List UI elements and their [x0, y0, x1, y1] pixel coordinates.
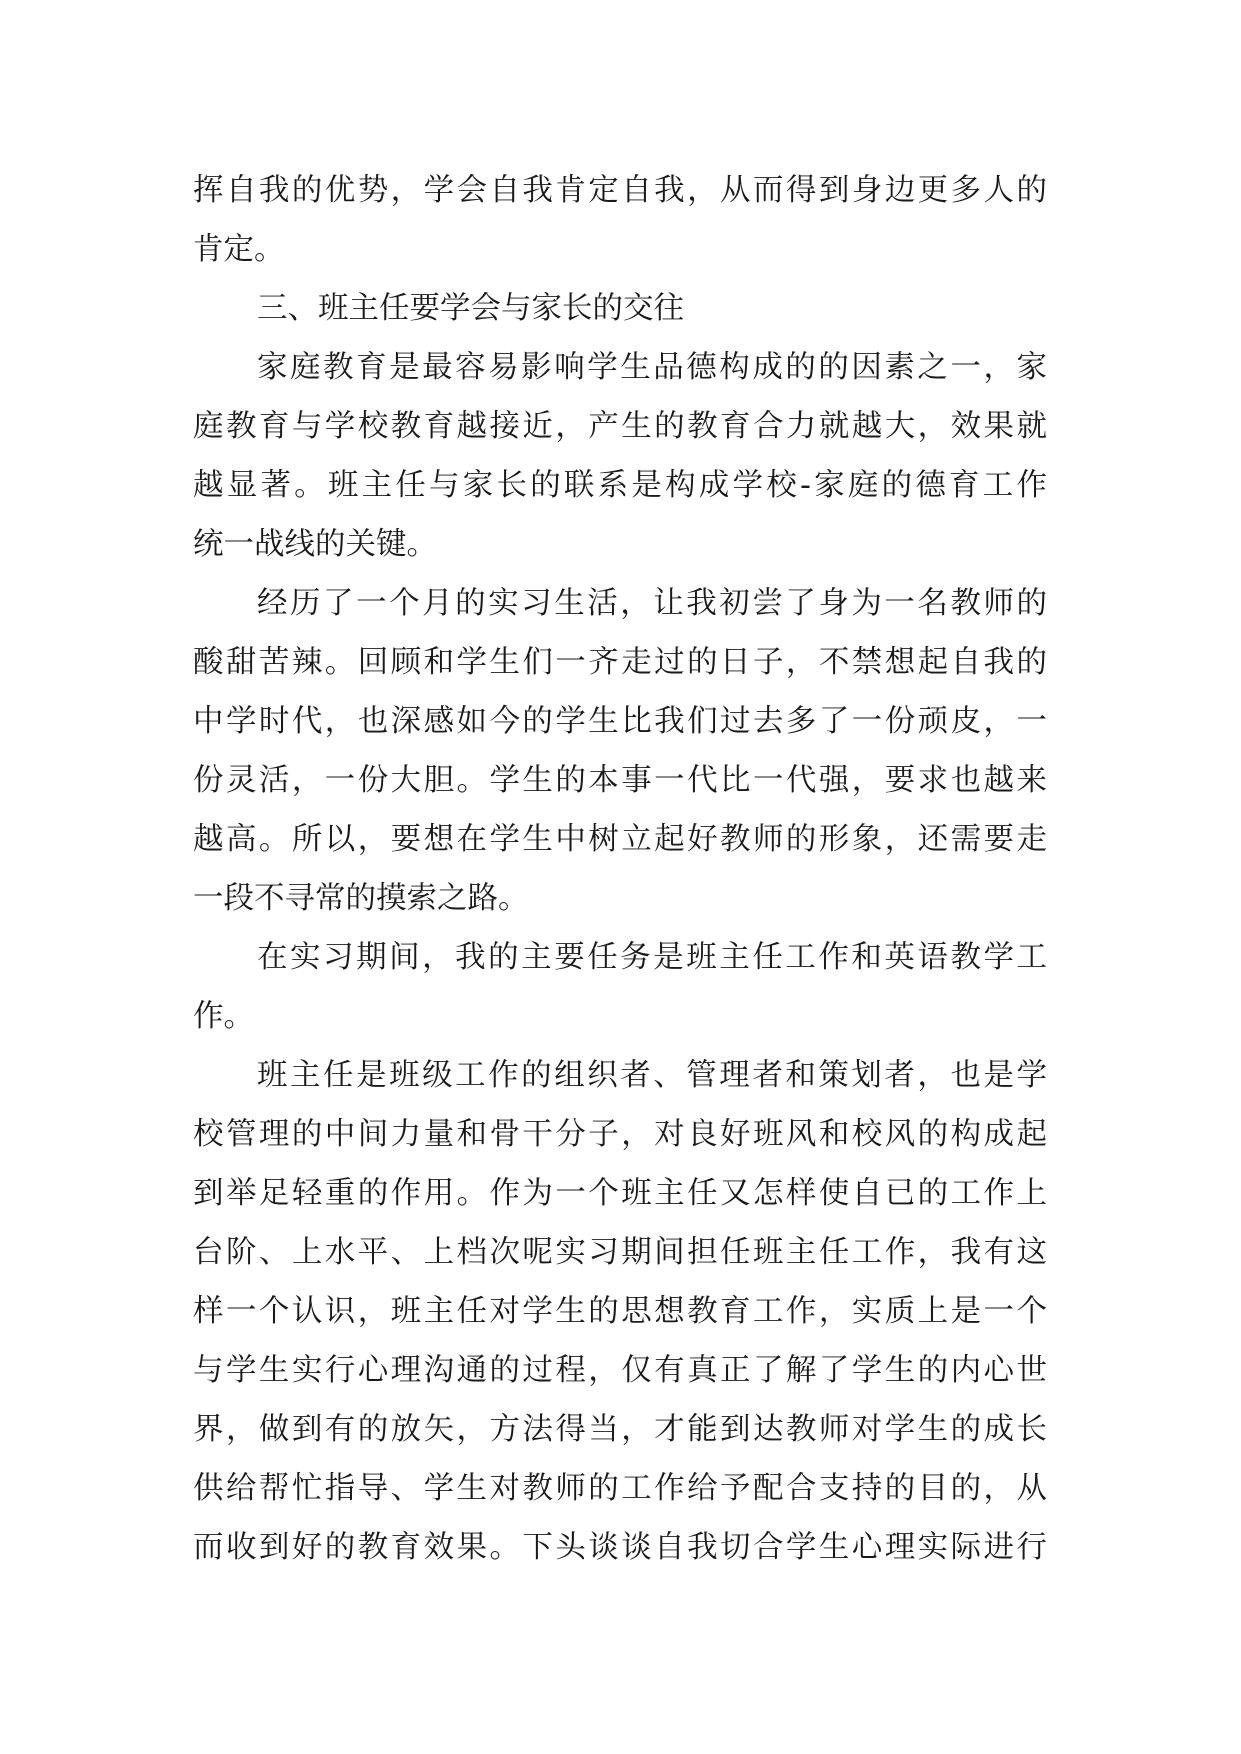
text-line: 经历了一个月的实习生活，让我初尝了身为一名教师的 — [257, 586, 1047, 621]
text-line: 三、班主任要学会与家长的交往 — [257, 291, 684, 326]
text-line: 家庭教育是最容易影响学生品德构成的的因素之一，家 — [257, 350, 1047, 385]
text-line: 样一个认识，班主任对学生的思想教育工作，实质上是一个 — [193, 1294, 1047, 1329]
text-line: 挥自我的优势，学会自我肯定自我，从而得到身边更多人的 — [193, 173, 1047, 208]
text-line: 到举足轻重的作用。作为一个班主任又怎样使自已的工作上 — [193, 1176, 1047, 1211]
text-line: 越高。所以，要想在学生中树立起好教师的形象，还需要走 — [193, 822, 1047, 857]
text-line: 班主任是班级工作的组织者、管理者和策划者，也是学 — [257, 1058, 1047, 1093]
body-text — [193, 161, 1047, 1577]
text-line: 份灵活，一份大胆。学生的本事一代比一代强，要求也越来 — [193, 763, 1047, 798]
text-line: 作。 — [193, 999, 254, 1034]
text-line: 界，做到有的放矢，方法得当，才能到达教师对学生的成长 — [193, 1412, 1047, 1447]
text-line: 越显著。班主任与家长的联系是构成学校-家庭的德育工作 — [193, 468, 1047, 503]
text-line: 与学生实行心理沟通的过程，仅有真正了解了学生的内心世 — [193, 1353, 1047, 1388]
text-line: 校管理的中间力量和骨干分子，对良好班风和校风的构成起 — [193, 1117, 1047, 1152]
text-line: 庭教育与学校教育越接近，产生的教育合力就越大，效果就 — [193, 409, 1047, 444]
text-line: 中学时代，也深感如今的学生比我们过去多了一份顽皮，一 — [193, 704, 1047, 739]
text-line: 供给帮忙指导、学生对教师的工作给予配合支持的目的，从 — [193, 1471, 1047, 1506]
text-line: 统一战线的关键。 — [193, 527, 437, 562]
text-line: 肯定。 — [193, 232, 285, 267]
text-line: 酸甜苦辣。回顾和学生们一齐走过的日子，不禁想起自我的 — [193, 645, 1047, 680]
text-line: 在实习期间，我的主要任务是班主任工作和英语教学工 — [257, 940, 1047, 975]
text-line: 而收到好的教育效果。下头谈谈自我切合学生心理实际进行 — [193, 1530, 1047, 1565]
text-line: 台阶、上水平、上档次呢实习期间担任班主任工作，我有这 — [193, 1235, 1047, 1270]
text-line: 一段不寻常的摸索之路。 — [193, 881, 529, 916]
